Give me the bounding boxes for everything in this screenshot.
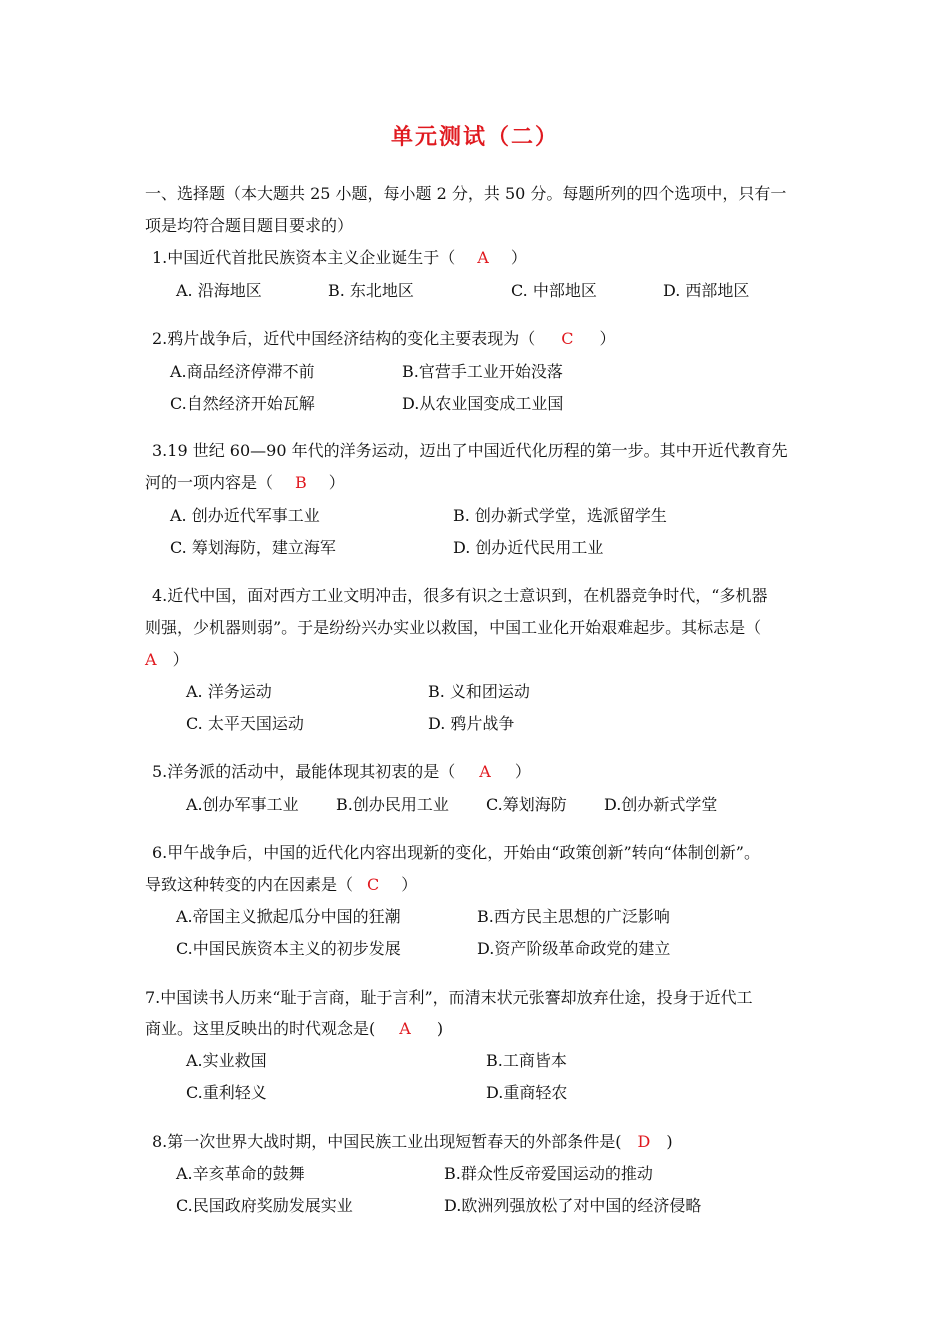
question-3-option-a: A. 创办近代军事工业 [170, 506, 320, 525]
question-7-answer: A [399, 1019, 411, 1038]
question-3-close: ） [328, 473, 345, 492]
question-5-stem [152, 761, 531, 783]
question-7-option-b: B.工商皆本 [486, 1051, 567, 1070]
question-2-option-a: A.商品经济停滞不前 [170, 362, 315, 381]
question-8-answer: D [637, 1132, 651, 1151]
question-8-stem [152, 1131, 673, 1153]
question-7-option-a: A.实业救国 [186, 1051, 267, 1070]
question-4-option-c: C. 太平天国运动 [186, 714, 304, 733]
question-8-option-a: A.辛亥革命的鼓舞 [176, 1164, 305, 1183]
question-1-option-b: B. 东北地区 [328, 281, 414, 300]
question-5-option-a: A.创办军事工业 [186, 795, 299, 814]
question-3-line1: 3.19 世纪 60—90 年代的洋务运动，迈出了中国近代化历程的第一步。其中开近代教育先 [152, 441, 788, 460]
page-title: 单元测试（二） [390, 124, 559, 150]
question-7-line2 [145, 1018, 443, 1040]
section-instructions-line1: 一、选择题（本大题共 25 小题，每小题 2 分，共 50 分。每题所列的四个选项中，只有一 [145, 184, 787, 203]
question-2-stem [152, 328, 616, 350]
question-4-option-d: D. 鸦片战争 [428, 714, 515, 733]
question-6-close: ） [401, 875, 418, 894]
question-3-option-d: D. 创办近代民用工业 [453, 538, 604, 557]
question-4-line1: 4.近代中国，面对西方工业文明冲击，很多有识之士意识到，在机器竞争时代，“多机器 [152, 586, 768, 605]
question-1-option-a: A. 沿海地区 [176, 281, 262, 300]
question-4-answer: A [145, 650, 157, 669]
question-7-text: 商业。这里反映出的时代观念是( [145, 1019, 376, 1038]
question-5-option-c: C.筹划海防 [486, 795, 567, 814]
question-4-option-a: A. 洋务运动 [186, 682, 272, 701]
question-2-option-c: C.自然经济开始瓦解 [170, 394, 315, 413]
question-5-text: 5.洋务派的活动中，最能体现其初衷的是（ [152, 762, 456, 781]
question-8-text: 8.第一次世界大战时期，中国民族工业出现短暂春天的外部条件是( [152, 1132, 622, 1151]
question-8-option-d: D.欧洲列强放松了对中国的经济侵略 [444, 1196, 702, 1215]
question-1-answer: A [477, 248, 489, 267]
question-5-option-d: D.创办新式学堂 [604, 795, 718, 814]
question-5-close: ） [514, 762, 531, 781]
question-4-option-b: B. 义和团运动 [428, 682, 530, 701]
section-instructions-line2: 项是均符合题目题目要求的） [145, 216, 354, 235]
question-7-line1: 7.中国读书人历来“耻于言商，耻于言利”，而清末状元张謇却放弃仕途，投身于近代工 [145, 988, 753, 1007]
question-2-close: ） [599, 329, 616, 348]
question-2-answer: C [561, 329, 574, 348]
question-7-close: ) [436, 1019, 444, 1038]
question-3-answer: B [295, 473, 307, 492]
question-7-option-d: D.重商轻农 [486, 1083, 568, 1102]
question-3-option-b: B. 创办新式学堂，选派留学生 [453, 506, 667, 525]
question-8-option-c: C.民国政府奖励发展实业 [176, 1196, 353, 1215]
question-2-text: 2.鸦片战争后，近代中国经济结构的变化主要表现为（ [152, 329, 536, 348]
question-6-line2 [145, 874, 417, 896]
question-3-text: 河的一项内容是（ [145, 473, 274, 492]
question-6-text: 导致这种转变的内在因素是（ [145, 875, 354, 894]
question-6-option-a: A.帝国主义掀起瓜分中国的狂潮 [176, 907, 401, 926]
question-1-text: 1.中国近代首批民族资本主义企业诞生于（ [152, 248, 456, 267]
question-6-option-c: C.中国民族资本主义的初步发展 [176, 939, 401, 958]
question-6-answer: C [367, 875, 380, 894]
question-7-option-c: C.重利轻义 [186, 1083, 267, 1102]
question-4-line3 [145, 649, 189, 671]
question-2-option-b: B.官营手工业开始没落 [402, 362, 563, 381]
question-1-close: ） [510, 248, 527, 267]
question-4-line2: 则强，少机器则弱”。于是纷纷兴办实业以救国，中国工业化开始艰难起步。其标志是（ [145, 618, 762, 637]
question-2-option-d: D.从农业国变成工业国 [402, 394, 564, 413]
question-3-line2 [145, 472, 345, 494]
question-1-option-d: D. 西部地区 [663, 281, 750, 300]
question-1-stem [152, 247, 527, 269]
question-6-line1: 6.甲午战争后，中国的近代化内容出现新的变化，开始由“政策创新”转向“体制创新”。 [152, 843, 760, 862]
question-5-option-b: B.创办民用工业 [336, 795, 449, 814]
question-3-option-c: C. 筹划海防，建立海军 [170, 538, 336, 557]
question-8-option-b: B.群众性反帝爱国运动的推动 [444, 1164, 653, 1183]
question-6-option-d: D.资产阶级革命政党的建立 [477, 939, 671, 958]
question-5-answer: A [479, 762, 491, 781]
question-4-close: ） [172, 650, 189, 669]
question-8-close: ) [666, 1132, 673, 1151]
question-6-option-b: B.西方民主思想的广泛影响 [477, 907, 670, 926]
question-1-option-c: C. 中部地区 [511, 281, 597, 300]
